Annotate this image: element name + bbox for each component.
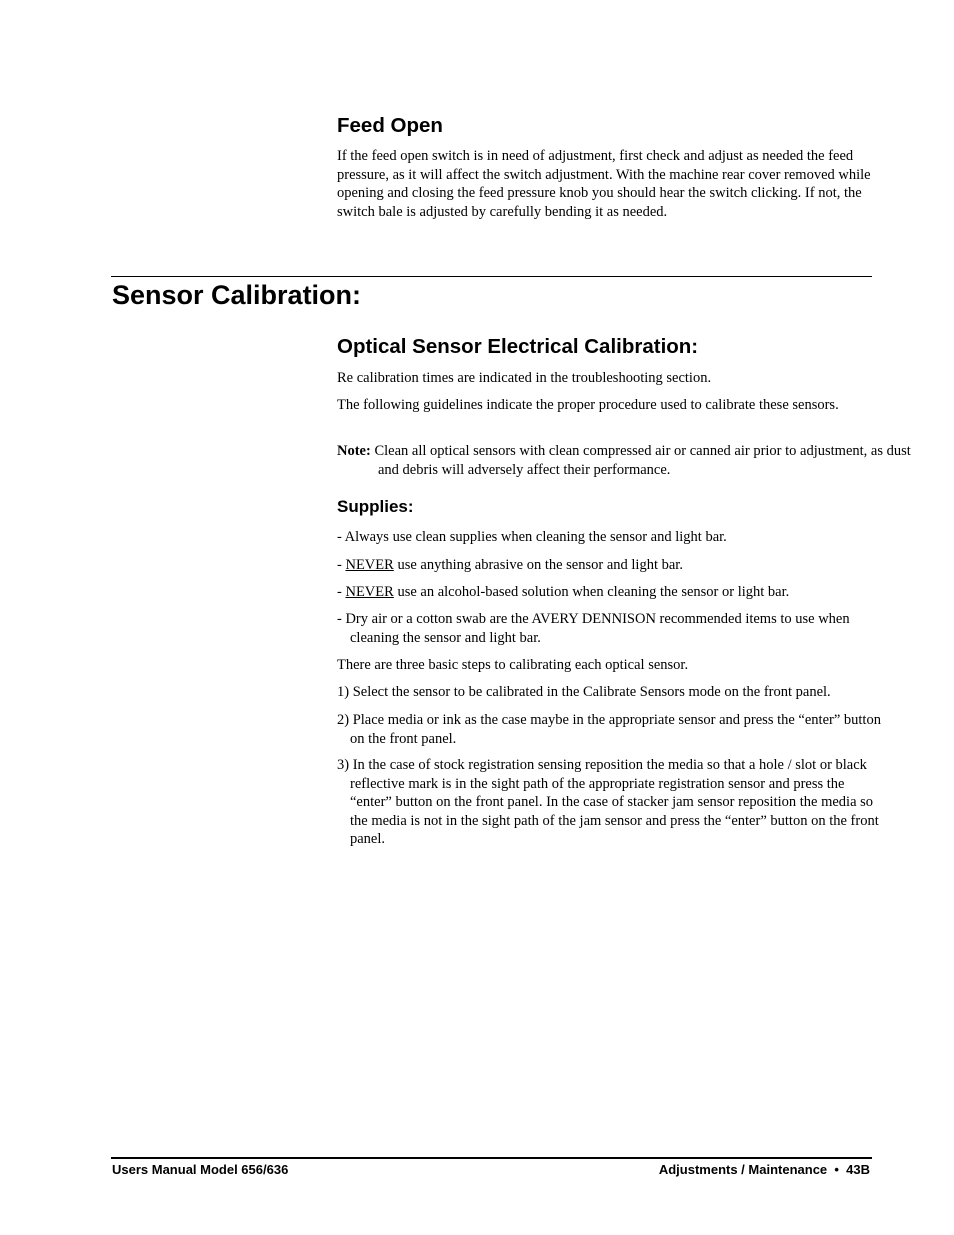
recalibration-paragraph: Re calibration times are indicated in the troubleshooting section. (337, 370, 712, 386)
supplies-item-clean: - Always use clean supplies when cleaning the sensor and light bar. (337, 529, 727, 545)
item-rest: use anything abrasive on the sensor and light bar. (393, 557, 683, 573)
section-divider (111, 276, 872, 277)
footer-rule (111, 1157, 872, 1159)
footer-manual-title: Users Manual Model 656/636 (112, 1162, 289, 1177)
supplies-heading: Supplies: (337, 497, 414, 516)
step-2: 2) Place media or ink as the case maybe in the appropriate sensor and press the “enter” button on the front panel. (337, 712, 881, 747)
footer-section-page: Adjustments / Maintenance • 43B (658, 1162, 870, 1177)
supplies-item-abrasive (337, 556, 872, 575)
optical-sensor-heading: Optical Sensor Electrical Calibration: (337, 335, 699, 358)
item-prefix: - (337, 584, 346, 600)
guidelines-paragraph: The following guidelines indicate the proper procedure used to calibrate these sensors. (337, 397, 839, 413)
supplies-item-alcohol (337, 583, 872, 602)
never-emphasis: NEVER (345, 557, 394, 573)
sensor-calibration-heading: Sensor Calibration: (112, 280, 362, 310)
item-rest: use an alcohol-based solution when cleaning the sensor or light bar. (393, 584, 790, 600)
note-text: Clean all optical sensors with clean compressed air or canned air prior to adjustment, as dust and debris will adversely affect their performance. (370, 443, 911, 478)
item-prefix: - (337, 557, 346, 573)
feed-open-body: If the feed open switch is in need of adjustment, first check and adjust as needed the feed pressure, as it will affect the switch adjustment. With the machine rear cover removed while opening and closing the feed pressure knob you should hear the switch clicking. If not, the switch bale is adjusted by carefully bending it as needed. (337, 148, 871, 220)
note-label: Note: (337, 443, 371, 459)
cleaning-note (337, 442, 913, 479)
supplies-item-dry-air: - Dry air or a cotton swab are the AVERY DENNISON recommended items to use when cleaning the sensor and light bar. (337, 611, 850, 646)
step-3: 3) In the case of stock registration sensing reposition the media so that a hole / slot or black reflective mark is in the sight path of the appropriate registration sensor and press the “enter” button on the front panel. In the case of stacker jam sensor reposition the media so the media is not in the sight path of the jam sensor and press the “enter” button on the front panel. (337, 757, 879, 847)
step-1: 1) Select the sensor to be calibrated in the Calibrate Sensors mode on the front panel. (337, 684, 831, 700)
steps-intro: There are three basic steps to calibrating each optical sensor. (337, 657, 689, 673)
feed-open-heading: Feed Open (337, 114, 443, 137)
never-emphasis: NEVER (345, 584, 394, 600)
